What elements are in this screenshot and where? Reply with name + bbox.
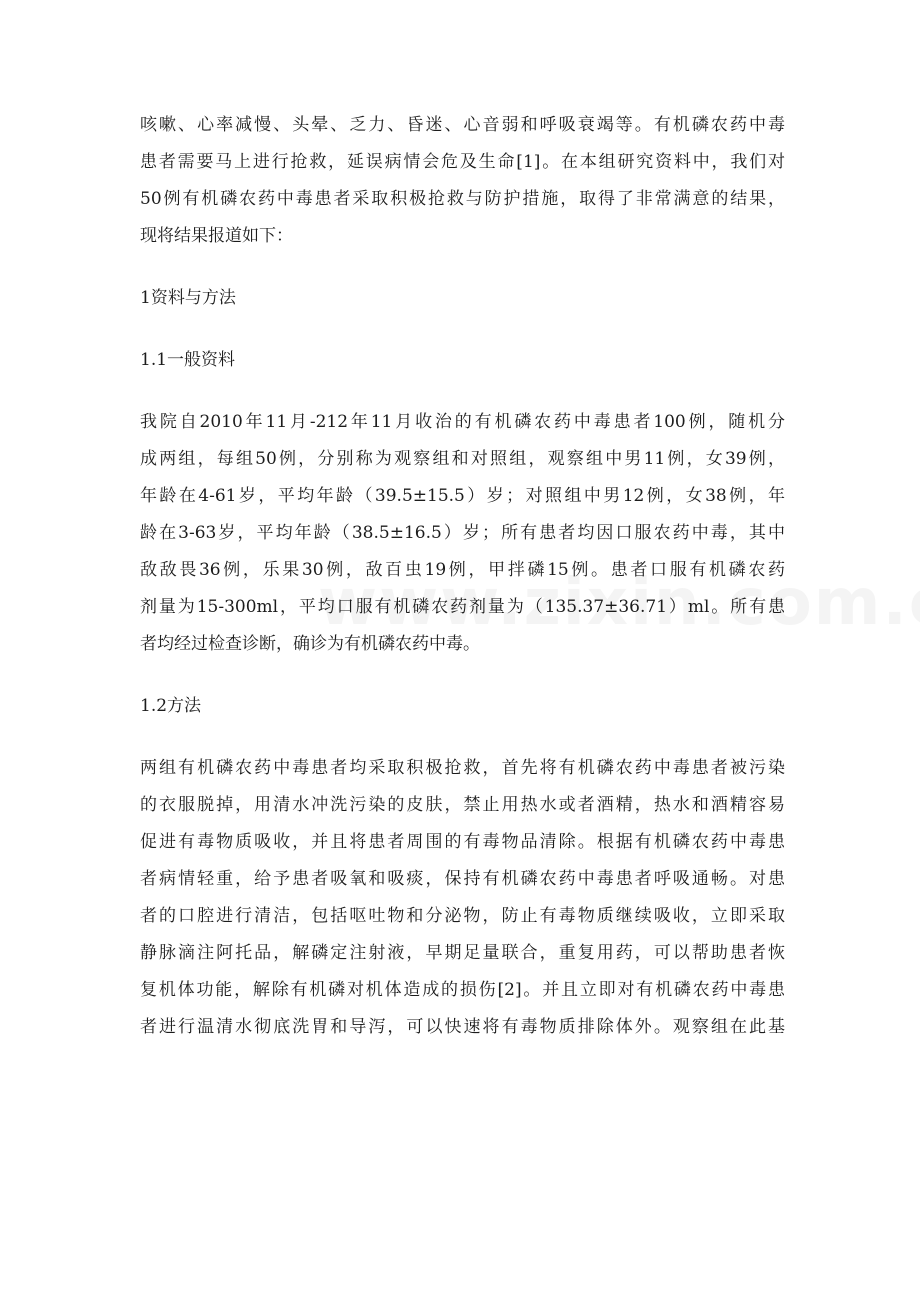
text-line: 我院自2010年11月-212年11月收治的有机磷农药中毒患者100例，随机分: [140, 412, 785, 432]
paragraph-methods: [140, 750, 785, 1046]
text-line: 者均经过检查诊断，确诊为有机磷农药中毒。: [140, 634, 480, 654]
text-line: 现将结果报道如下：: [140, 226, 293, 246]
text-line: 患者需要马上进行抢救，延误病情会危及生命[1]。在本组研究资料中，我们对: [140, 152, 785, 172]
text-line: 50例有机磷农药中毒患者采取积极抢救与防护措施，取得了非常满意的结果，: [140, 189, 785, 209]
text-line: 者进行温清水彻底洗胃和导泻，可以快速将有毒物质排除体外。观察组在此基: [140, 1017, 785, 1037]
text-line: 剂量为15-300ml，平均口服有机磷农药剂量为（135.37±36.71）ml。所有患: [140, 597, 785, 617]
paragraph-intro: [140, 107, 785, 255]
text-line: 龄在3-63岁，平均年龄（38.5±16.5）岁；所有患者均因口服农药中毒，其中: [140, 523, 785, 543]
subsection-heading-methods: 1.2方法: [140, 696, 202, 716]
text-line: 促进有毒物质吸收，并且将患者周围的有毒物品清除。根据有机磷农药中毒患: [140, 832, 785, 852]
text-line: 敌敌畏36例，乐果30例，敌百虫19例，甲拌磷15例。患者口服有机磷农药: [140, 560, 785, 580]
text-line: 咳嗽、心率减慢、头晕、乏力、昏迷、心音弱和呼吸衰竭等。有机磷农药中毒: [140, 115, 785, 135]
text-line: 复机体功能，解除有机磷对机体造成的损伤[2]。并且立即对有机磷农药中毒患: [140, 980, 785, 1000]
paragraph-general-data: [140, 404, 785, 663]
text-line: 年龄在4-61岁，平均年龄（39.5±15.5）岁；对照组中男12例，女38例，年: [140, 486, 785, 506]
text-line: 静脉滴注阿托品，解磷定注射液，早期足量联合，重复用药，可以帮助患者恢: [140, 943, 785, 963]
text-line: 两组有机磷农药中毒患者均采取积极抢救，首先将有机磷农药中毒患者被污染: [140, 758, 785, 778]
text-line: 者病情轻重，给予患者吸氧和吸痰，保持有机磷农药中毒患者呼吸通畅。对患: [140, 869, 785, 889]
text-line: 者的口腔进行清洁，包括呕吐物和分泌物，防止有毒物质继续吸收，立即采取: [140, 906, 785, 926]
subsection-heading-general-data: 1.1一般资料: [140, 350, 236, 370]
text-line: 的衣服脱掉，用清水冲洗污染的皮肤，禁止用热水或者酒精，热水和酒精容易: [140, 795, 785, 815]
document-body: [140, 107, 785, 1046]
text-line: 成两组，每组50例，分别称为观察组和对照组，观察组中男11例，女39例，: [140, 449, 785, 469]
section-heading: 1资料与方法: [140, 288, 236, 308]
